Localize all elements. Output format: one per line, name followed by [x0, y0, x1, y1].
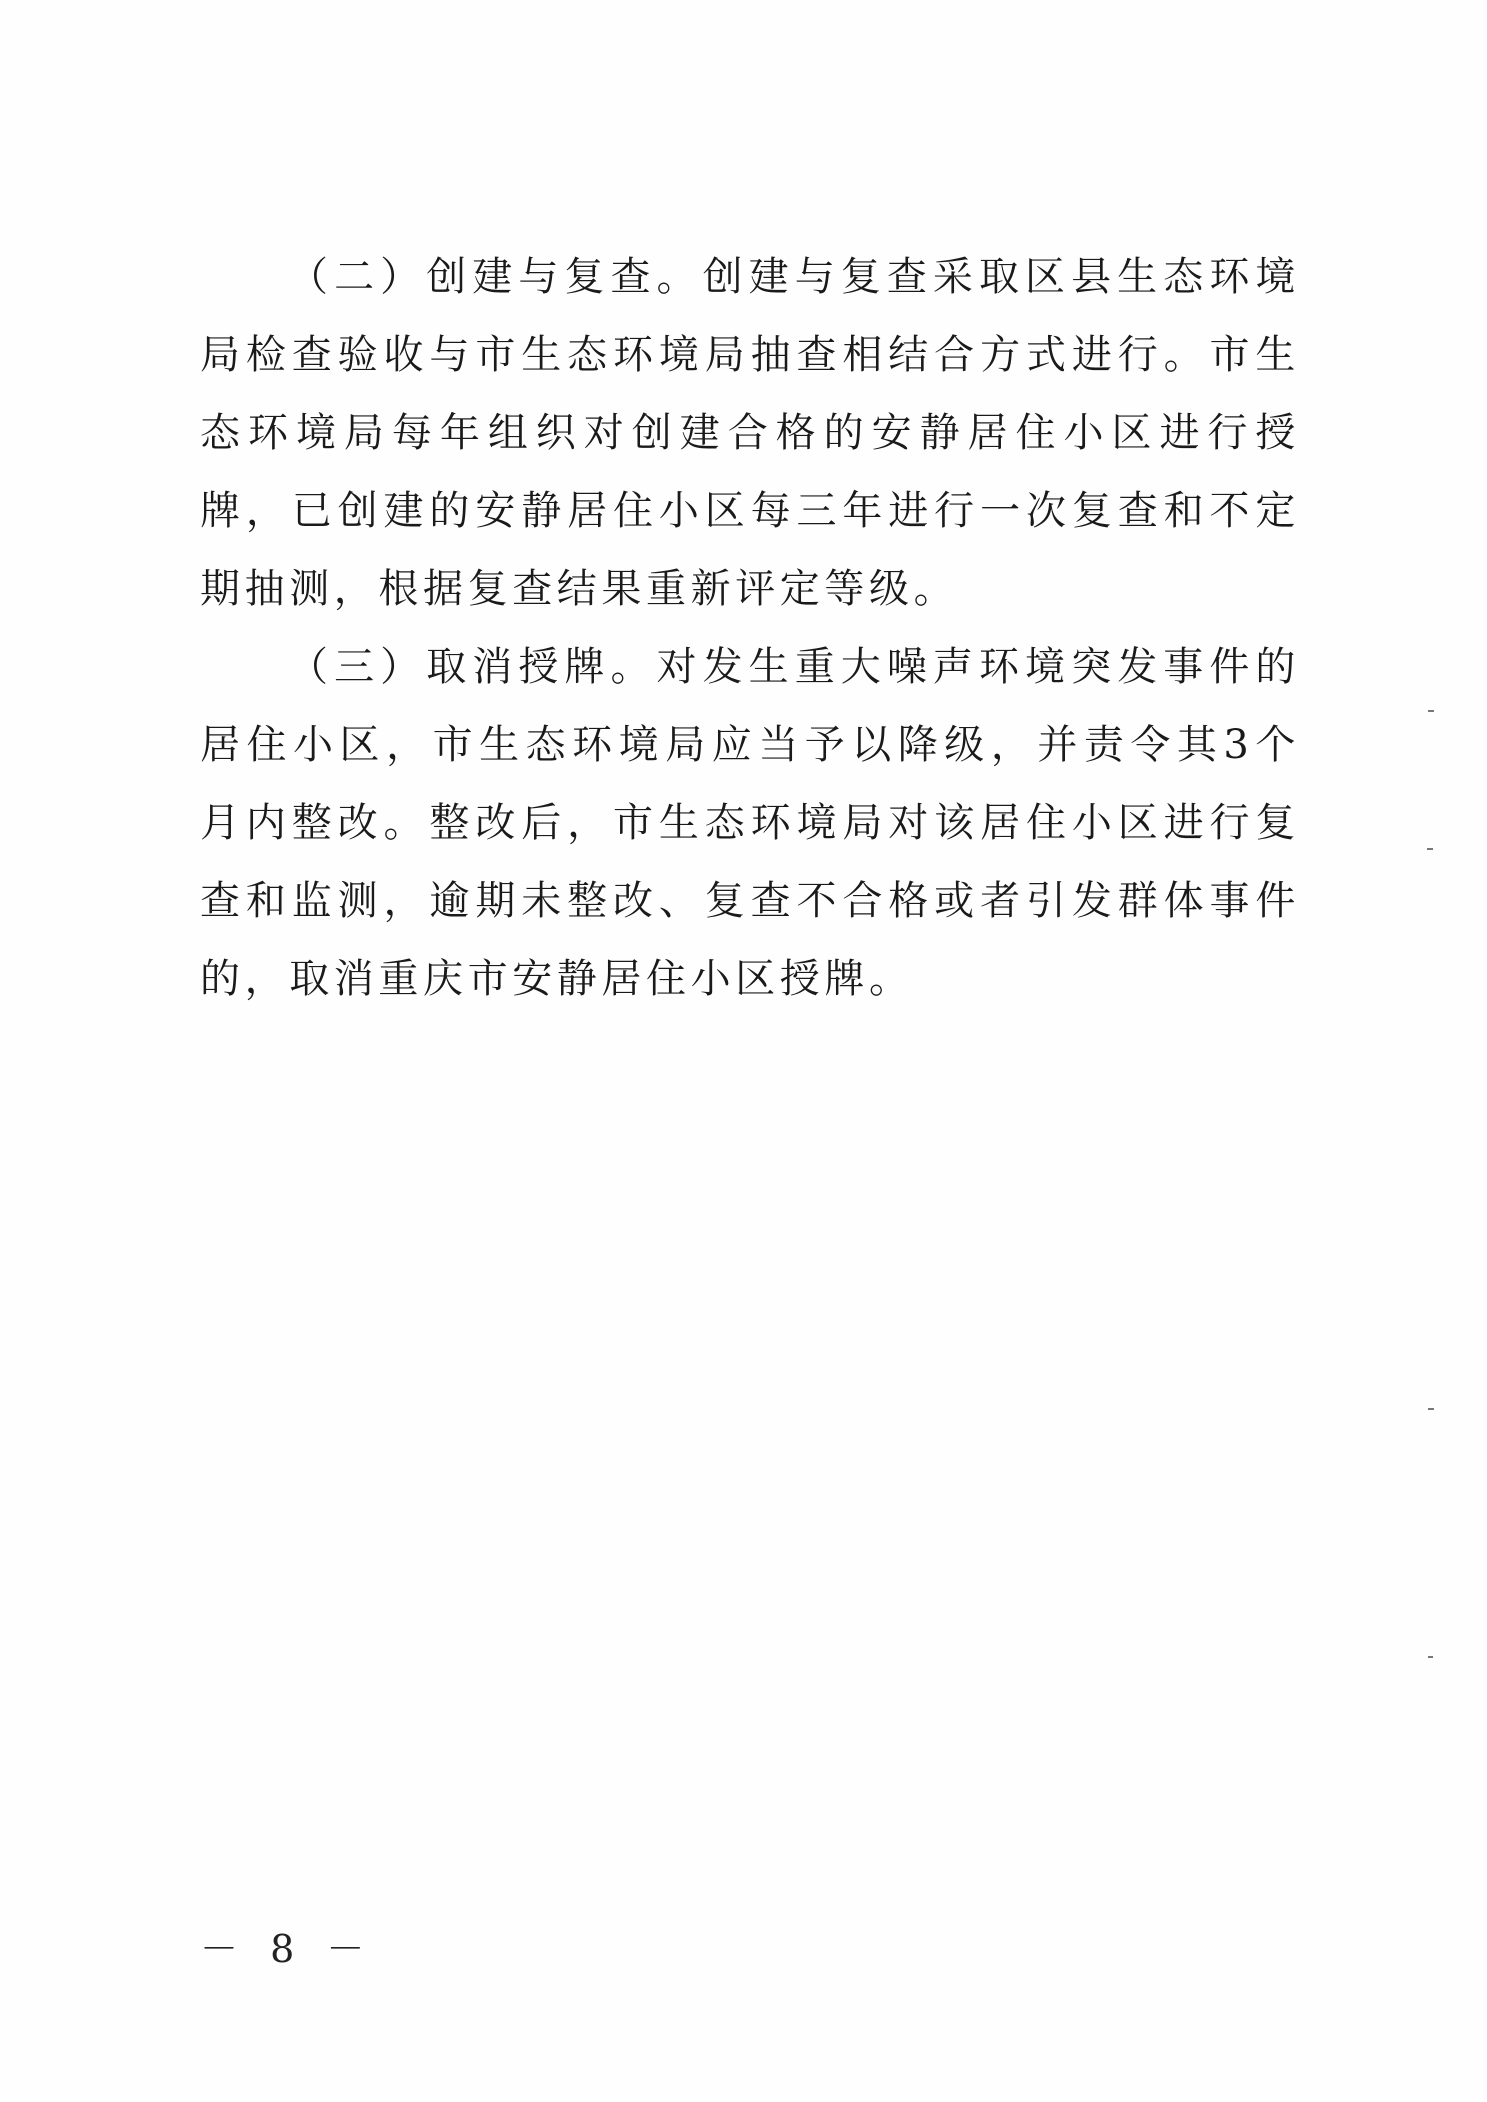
scan-speck — [1428, 1656, 1433, 1658]
paragraph-creation-review — [200, 238, 1300, 628]
scan-speck — [1428, 710, 1434, 712]
section-heading-revoke-plaque: （三）取消授牌。 — [288, 644, 657, 690]
scan-speck — [1427, 848, 1433, 850]
paragraph-text-creation-review: 创建与复查采取区县生态环境局检查验收与市生态环境局抽查相结合方式进行。市生态环境局每年组织对创建合格的安静居住小区进行授牌，已创建的安静居住小区每三年进行一次复查和不定期抽测，根据复查结果重新评定等级。 — [200, 254, 1300, 612]
paragraph-text-revoke-plaque: 对发生重大噪声环境突发事件的居住小区，市生态环境局应当予以降级，并责令其3个月内整改。整改后，市生态环境局对该居住小区进行复查和监测，逾期未整改、复查不合格或者引发群体事件的，取消重庆市安静居住小区授牌。 — [200, 644, 1300, 1002]
document-body — [200, 238, 1300, 1018]
scan-speck — [1428, 1408, 1434, 1410]
paragraph-revoke-plaque — [200, 628, 1300, 1018]
page-number: － 8 － — [200, 1927, 375, 1971]
section-heading-creation-review: （二）创建与复查。 — [288, 254, 703, 300]
